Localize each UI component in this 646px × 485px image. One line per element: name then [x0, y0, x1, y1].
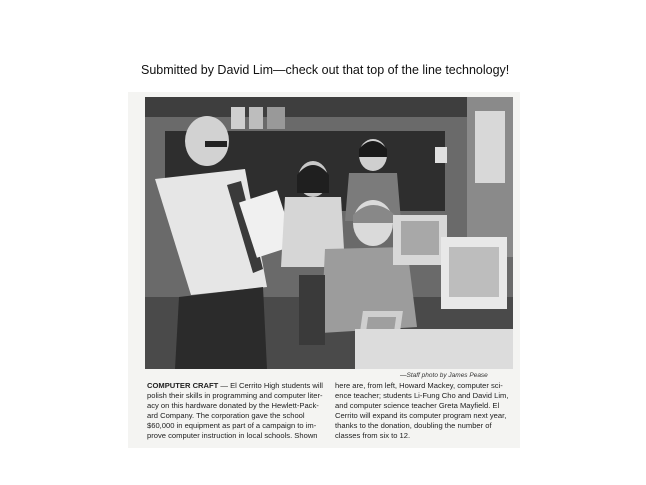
- article-line: ard Company. The corporation gave the school: [147, 411, 305, 420]
- article-kicker: COMPUTER CRAFT: [147, 381, 219, 390]
- article-line: Cerrito will expand its computer program next year,: [335, 411, 507, 420]
- article-line: acy on this hardware donated by the Hewlett-Pack-: [147, 401, 319, 410]
- article-text: [147, 381, 513, 441]
- article-line: prove computer instruction in local schools. Shown: [147, 431, 318, 440]
- article-column-2: [335, 381, 513, 441]
- article-line: $60,000 in equipment as part of a campaign to im-: [147, 421, 317, 430]
- article-line: here are, from left, Howard Mackey, computer sci-: [335, 381, 503, 390]
- article-line-rest: — El Cerrito High students will: [218, 381, 323, 390]
- article-line: thanks to the donation, doubling the number of: [335, 421, 492, 430]
- article-column-1: [147, 381, 325, 441]
- classroom-photo: [145, 97, 513, 369]
- header-caption: Submitted by David Lim—check out that top of the line technology!: [141, 63, 510, 77]
- article-line: classes from six to 12.: [335, 431, 411, 440]
- article-line: [147, 381, 325, 391]
- photo-credit: —Staff photo by James Pease: [400, 372, 488, 379]
- article-line: ence teacher; students Li-Fung Cho and David Lim,: [335, 391, 509, 400]
- article-line: and computer science teacher Greta Mayfield. El: [335, 401, 500, 410]
- article-line: polish their skills in programming and computer liter-: [147, 391, 323, 400]
